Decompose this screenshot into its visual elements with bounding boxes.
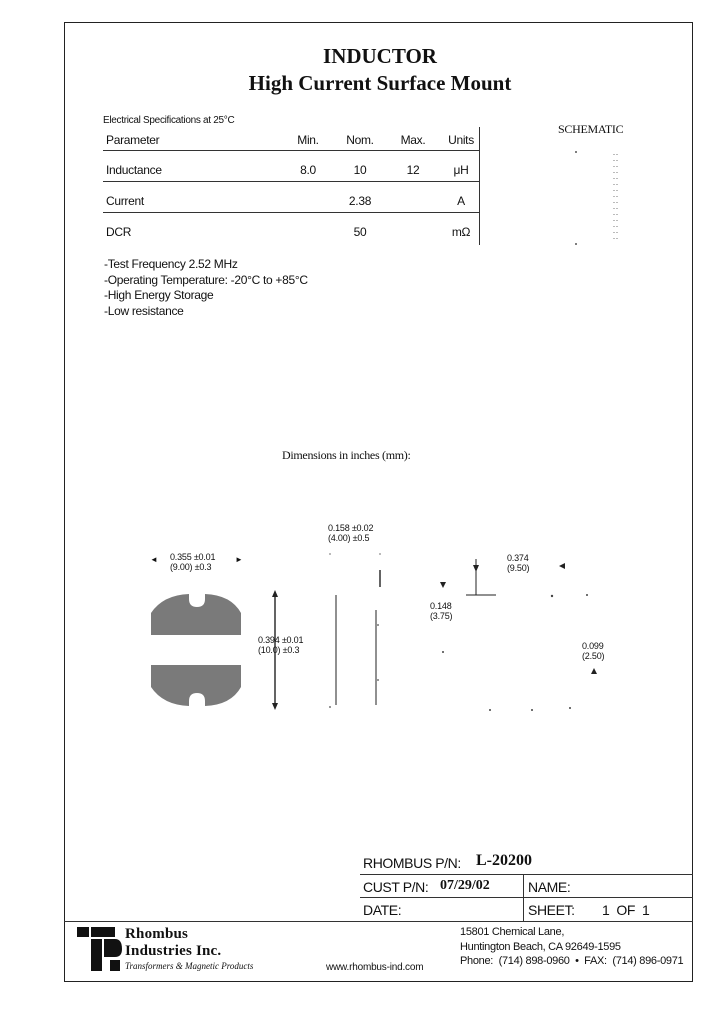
thickness-inches: 0.158 ±0.02 (328, 523, 374, 533)
rhombus-logo-icon (77, 927, 123, 973)
row-dcr-param: DCR (106, 225, 132, 239)
company-address-line2: Huntington Beach, CA 92649-1595 (460, 941, 621, 953)
row-inductance-max: 12 (406, 163, 420, 177)
width-inches: 0.355 ±0.01 (170, 552, 216, 562)
table-right-border (479, 127, 480, 245)
height-inches: 0.394 ±0.01 (258, 635, 304, 645)
col-header-nom: Nom. (346, 133, 374, 147)
dimensions-caption: Dimensions in inches (mm): (282, 448, 411, 462)
page-subtitle: High Current Surface Mount (248, 71, 512, 95)
schematic-diagram (560, 140, 640, 255)
row-current-unit: A (457, 194, 465, 208)
title-block-divider (360, 897, 693, 898)
table-row-divider (103, 181, 479, 182)
height-mm: (10.0) ±0.3 (258, 645, 300, 655)
footprint-drawing (420, 555, 610, 715)
date-label: DATE: (363, 902, 402, 918)
sheet-value: 1 OF 1 (602, 902, 650, 918)
row-dcr-unit: mΩ (451, 225, 471, 239)
company-name-line1: Rhombus (125, 926, 189, 942)
notes-list (104, 257, 308, 319)
company-address-line1: 15801 Chemical Lane, (460, 926, 565, 938)
col-header-max: Max. (400, 133, 426, 147)
arrow-right-icon: ► (235, 555, 243, 564)
arrow-left-icon: ◄ (150, 555, 158, 564)
row-current-param: Current (106, 194, 144, 208)
thickness-dimension (328, 523, 373, 543)
col-header-min: Min. (297, 133, 319, 147)
cust-pn-value: 07/29/02 (440, 878, 490, 893)
pad-height-inches: 0.148 (430, 601, 452, 611)
pad-height-dimension (430, 601, 452, 621)
pad-width-inches: 0.099 (582, 641, 604, 651)
note-item: -Low resistance (104, 303, 184, 318)
pad-width-mm: (2.50) (582, 651, 605, 661)
company-tagline: Transformers & Magnetic Products (125, 961, 254, 971)
rhombus-pn-label: RHOMBUS P/N: (363, 855, 461, 871)
note-item: -Operating Temperature: -20°C to +85°C (104, 272, 308, 287)
thickness-mm: (4.00) ±0.5 (328, 533, 370, 543)
table-row-divider (103, 212, 479, 213)
pad-span-mm: (9.50) (507, 563, 530, 573)
row-inductance-min: 8.0 (300, 163, 316, 177)
row-current-nom: 2.38 (348, 194, 372, 208)
title-block-divider (360, 874, 693, 875)
company-contact: Phone: (714) 898-0960 • FAX: (714) 896-0971 (460, 955, 684, 967)
company-website: www.rhombus-ind.com (326, 962, 424, 973)
company-name-line2: Industries Inc. (125, 943, 222, 959)
row-inductance-nom: 10 (353, 163, 367, 177)
spec-caption: Electrical Specifications at 25°C (103, 115, 235, 126)
width-mm: (9.00) ±0.3 (170, 562, 212, 572)
pad-span-inches: 0.374 (507, 553, 529, 563)
name-label: NAME: (528, 879, 571, 895)
row-inductance-unit: μH (453, 163, 469, 177)
table-header-divider (103, 150, 479, 151)
col-header-units: Units (448, 133, 474, 147)
cust-pn-label: CUST P/N: (363, 879, 429, 895)
page-title: INDUCTOR (323, 44, 437, 68)
row-inductance-param: Inductance (106, 163, 162, 177)
schematic-label: SCHEMATIC (558, 122, 624, 136)
row-dcr-nom: 50 (353, 225, 367, 239)
rhombus-pn-value: L-20200 (476, 852, 532, 869)
note-item: -High Energy Storage (104, 288, 214, 302)
height-dimension (258, 635, 303, 655)
sheet-label: SHEET: (528, 902, 575, 918)
title-block-vertical-divider (523, 874, 524, 921)
footer-divider (64, 921, 693, 922)
width-dimension (170, 552, 215, 572)
pad-height-mm: (3.75) (430, 611, 453, 621)
col-header-parameter: Parameter (106, 133, 160, 147)
note-item: -Test Frequency 2.52 MHz (104, 257, 238, 271)
pad-width-dimension (582, 641, 604, 661)
side-view-drawing (320, 545, 390, 715)
